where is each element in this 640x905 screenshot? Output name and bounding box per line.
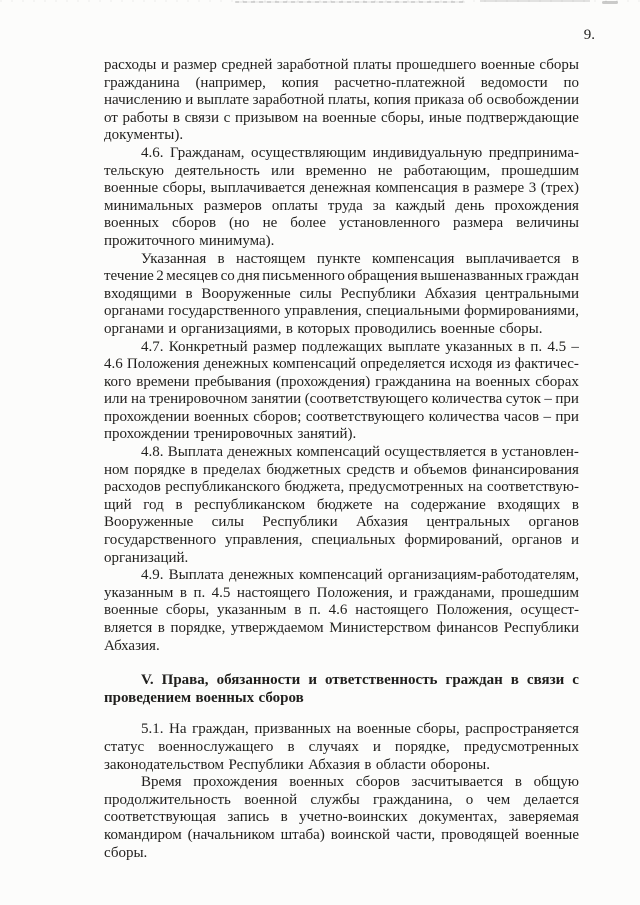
text-line: гражданина (например, копия расчетно-платежной ведомости по bbox=[104, 74, 579, 91]
text-line: 5.1. На граждан, призванных на военные сборы, распространяется bbox=[141, 721, 579, 738]
text-line: прожиточного минимума). bbox=[104, 232, 275, 249]
scan-artifact-line bbox=[480, 0, 590, 2]
text-line: военные сборы, указанным в п. 4.6 настоящего Положения, осущест- bbox=[104, 602, 579, 619]
text-line: кого времени пребывания (прохождения) гражданина на военных сборах bbox=[104, 373, 579, 390]
paragraph-4-6 bbox=[104, 145, 579, 251]
text-line: 4.7. Конкретный размер подлежащих выплате указанных в п. 4.5 – bbox=[141, 338, 579, 355]
text-line: минимальных размеров оплаты труда за каждый день прохождения bbox=[104, 197, 579, 214]
text-line: прохождении военных сборов; соответствующего количества часов – при bbox=[104, 408, 579, 425]
text-line: входящими в Вооруженные силы Республики Абхазия центральными bbox=[104, 285, 579, 302]
text-line: тельскую деятельность или временно не работающим, прошедшим bbox=[104, 162, 579, 179]
text-line: 4.9. Выплата денежных компенсаций организациям-работодателям, bbox=[141, 567, 579, 584]
paragraph-4-9 bbox=[104, 567, 579, 655]
paragraph-4-8 bbox=[104, 444, 579, 567]
text-line: 4.6. Гражданам, осуществляющим индивидуальную предпринима- bbox=[141, 144, 579, 161]
paragraph-4-5-continuation bbox=[104, 57, 579, 145]
text-line: сборы. bbox=[104, 844, 148, 861]
text-line: документы). bbox=[104, 127, 184, 144]
text-line: организаций. bbox=[104, 549, 189, 566]
paragraph-4-7 bbox=[104, 339, 579, 445]
text-line: 4.6 Положения денежных компенсаций определяется исходя из фактичес- bbox=[104, 356, 579, 373]
text-line: военные сборы, выплачивается денежная компенсация в размере 3 (трех) bbox=[104, 180, 579, 197]
text-line: указанным в п. 4.5 настоящего Положения, и гражданами, прошедшим bbox=[104, 584, 579, 601]
text-line: статус военнослужащего в случаях и порядке, предусмотренных bbox=[104, 738, 579, 755]
text-line: течение 2 месяцев со дня письменного обращения вышеназванных граждан bbox=[104, 268, 579, 285]
text-line: Абхазия. bbox=[104, 637, 160, 654]
text-line: V. Права, обязанности и ответственность граждан в связи с bbox=[141, 672, 579, 689]
paragraph-4-6-payment-term bbox=[104, 251, 579, 339]
text-line: расходы и размер средней заработной платы прошедшего военные сборы bbox=[104, 57, 579, 73]
section-heading-v bbox=[104, 672, 579, 707]
text-line: Вооруженные силы Республики Абхазия центральных органов bbox=[104, 514, 579, 531]
text-line: государственного управления, специальных формирований, органов и bbox=[104, 532, 579, 549]
text-line: соответствующая запись в учетно-воинских документах, заверяемая bbox=[104, 809, 579, 826]
paragraph-5-1-service-record bbox=[104, 774, 579, 862]
text-line: законодательством Республики Абхазия в области обороны. bbox=[104, 756, 490, 773]
text-line: расходов республиканского бюджета, предусмотренных на соответствую- bbox=[104, 479, 579, 496]
text-line: командиром (начальником штаба) воинской части, проводящей военные bbox=[104, 826, 579, 843]
scan-artifact-dot bbox=[602, 1, 618, 4]
text-line: органами и организациями, в которых проводились военные сборы. bbox=[104, 320, 543, 337]
text-line: ном порядке в пределах бюджетных средств и объемов финансирования bbox=[104, 461, 579, 478]
text-line: щий год в республиканском бюджете на содержание входящих в bbox=[104, 496, 579, 513]
text-line: начислению и выплате заработной платы, копия приказа об освобождении bbox=[104, 92, 579, 109]
scan-artifact-smudge bbox=[235, 1, 465, 3]
text-line: продолжительность военной службы гражданина, о чем делается bbox=[104, 791, 579, 808]
text-line: органами государственного управления, специальными формированиями, bbox=[104, 303, 579, 320]
paragraph-5-1 bbox=[104, 721, 579, 774]
text-line: от работы в связи с призывом на военные сборы, иные подтверждающие bbox=[104, 109, 579, 126]
text-line: вляется в порядке, утверждаемом Министерством финансов Республики bbox=[104, 620, 579, 636]
text-line: проведением военных сборов bbox=[104, 689, 304, 706]
text-line: или на тренировочном занятии (соответствующего количества суток – при bbox=[104, 391, 579, 408]
text-line: Время прохождения военных сборов засчитывается в общую bbox=[141, 774, 579, 791]
document-body bbox=[104, 57, 579, 862]
text-line: прохождении тренировочных занятий). bbox=[104, 426, 357, 443]
text-line: военных сборов (но не более установленного размера величины bbox=[104, 215, 579, 232]
page-number: 9. bbox=[583, 27, 595, 43]
text-line: 4.8. Выплата денежных компенсаций осуществляется в установлен- bbox=[141, 444, 579, 461]
text-line: Указанная в настоящем пункте компенсация выплачивается в bbox=[141, 250, 579, 267]
